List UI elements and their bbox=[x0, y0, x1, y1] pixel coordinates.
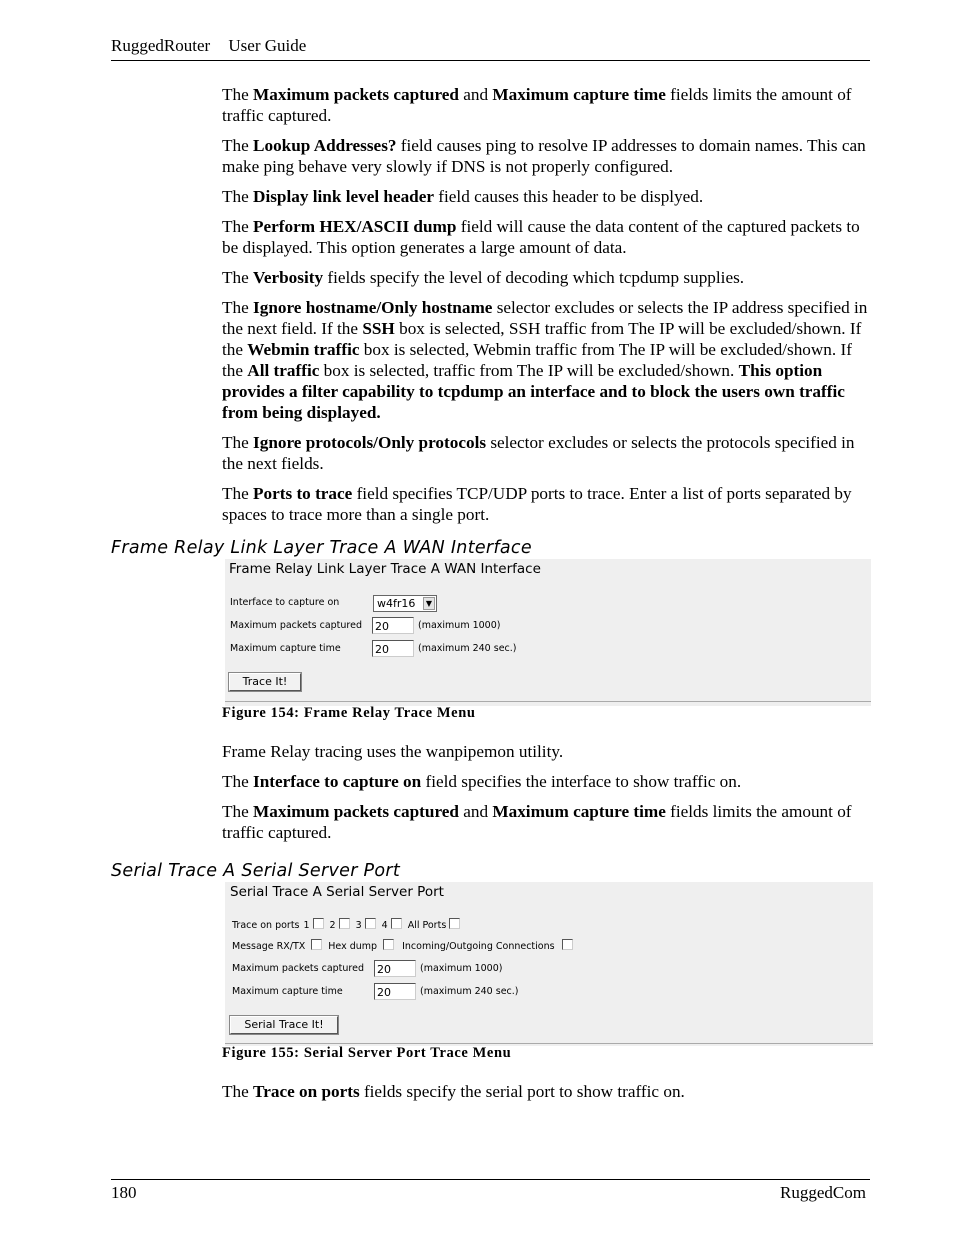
paragraph-text: The bbox=[222, 298, 254, 317]
port-3-checkbox[interactable] bbox=[365, 918, 376, 929]
bold-term: Display link level header bbox=[253, 187, 434, 206]
paragraph-text: The bbox=[222, 1082, 254, 1101]
trace-ports-label: Trace on ports bbox=[232, 920, 300, 931]
interface-select[interactable] bbox=[373, 595, 437, 612]
chevron-down-icon[interactable]: ▼ bbox=[423, 597, 435, 610]
paragraph-text: The bbox=[222, 187, 254, 206]
section-heading-serial-trace: Serial Trace A Serial Server Port bbox=[111, 861, 401, 881]
max-time-row bbox=[232, 986, 343, 997]
bold-term: Webmin traffic bbox=[247, 340, 360, 359]
paragraph-text: and bbox=[458, 802, 493, 821]
max-time-hint: (maximum 240 sec.) bbox=[420, 986, 519, 997]
paragraph-text: field specifies TCP/UDP ports to trace. Enter a list of ports separated by spaces to trace more than a single port. bbox=[222, 484, 852, 524]
page-number: 180 bbox=[111, 1183, 137, 1202]
connections-checkbox[interactable] bbox=[562, 939, 573, 950]
bold-term: Maximum capture time bbox=[492, 802, 666, 821]
bold-term: Maximum packets captured bbox=[253, 85, 459, 104]
paragraph-text: The bbox=[222, 268, 254, 287]
paragraph-text: The bbox=[222, 136, 254, 155]
max-packets-input[interactable]: 20 bbox=[374, 960, 416, 977]
max-packets-hint: (maximum 1000) bbox=[418, 620, 501, 631]
paragraph-text: field causes ping to resolve IP addresses to domain names. This can make ping behave very slowly if DNS is not properly configured. bbox=[222, 136, 866, 176]
message-row bbox=[232, 939, 579, 954]
frame-relay-trace-panel bbox=[225, 559, 871, 706]
paragraph-text: selector excludes or selects the protocols specified in the next fields. bbox=[222, 433, 855, 473]
paragraph bbox=[222, 186, 872, 207]
interface-row bbox=[230, 597, 339, 608]
paragraph bbox=[222, 1081, 872, 1102]
page-footer bbox=[111, 1179, 870, 1203]
paragraph bbox=[222, 432, 872, 474]
panel-divider bbox=[225, 1043, 873, 1044]
bold-term: Lookup Addresses? bbox=[253, 136, 397, 155]
max-time-hint: (maximum 240 sec.) bbox=[418, 643, 517, 654]
bold-term: Ports to trace bbox=[253, 484, 353, 503]
trace-it-button[interactable]: Trace It! bbox=[229, 673, 301, 691]
bold-term: Trace on ports bbox=[253, 1082, 360, 1101]
paragraph-text: selector excludes or selects the IP address specified in the next field. If the bbox=[222, 298, 868, 338]
paragraph-text: and bbox=[458, 85, 493, 104]
bold-term: Perform HEX/ASCII dump bbox=[253, 217, 457, 236]
bold-term: Maximum packets captured bbox=[253, 802, 459, 821]
body-text-top bbox=[222, 84, 872, 534]
paragraph-text: fields specify the serial port to show traffic on. bbox=[359, 1082, 685, 1101]
paragraph-text: The bbox=[222, 772, 254, 791]
max-time-label: Maximum capture time bbox=[232, 986, 343, 997]
max-time-input[interactable]: 20 bbox=[374, 983, 416, 1000]
port-4-label: 4 bbox=[381, 920, 388, 931]
paragraph-text: The bbox=[222, 433, 254, 452]
page-header bbox=[111, 36, 870, 61]
port-4-checkbox[interactable] bbox=[391, 918, 402, 929]
paragraph-text: box is selected, SSH traffic from The IP will be excluded/shown. If the bbox=[222, 319, 862, 359]
all-ports-label: All Ports bbox=[407, 920, 447, 931]
bold-term: SSH bbox=[362, 319, 395, 338]
port-2-checkbox[interactable] bbox=[339, 918, 350, 929]
paragraph-text: field specifies the interface to show traffic on. bbox=[421, 772, 742, 791]
footer-company: RuggedCom bbox=[780, 1183, 866, 1202]
bold-term: All traffic bbox=[247, 361, 320, 380]
paragraph bbox=[222, 801, 872, 843]
paragraph bbox=[222, 135, 872, 177]
message-label: Message RX/TX bbox=[232, 941, 306, 952]
port-1-label: 1 bbox=[303, 920, 310, 931]
paragraph-text: The bbox=[222, 484, 254, 503]
serial-trace-it-button[interactable]: Serial Trace It! bbox=[230, 1016, 338, 1034]
paragraph-text: field will cause the data content of the captured packets to be displayed. This option generates a large amount of data. bbox=[222, 217, 860, 257]
trace-ports-row bbox=[232, 918, 466, 933]
bold-term: Ignore protocols/Only protocols bbox=[253, 433, 487, 452]
paragraph-text: The bbox=[222, 217, 254, 236]
panel-title: Frame Relay Link Layer Trace A WAN Interface bbox=[229, 561, 541, 577]
body-text-bottom bbox=[222, 1081, 872, 1111]
max-packets-hint: (maximum 1000) bbox=[420, 963, 503, 974]
paragraph bbox=[222, 297, 872, 423]
header-product: RuggedRouter bbox=[111, 36, 211, 55]
max-packets-label: Maximum packets captured bbox=[230, 620, 362, 631]
paragraph bbox=[222, 741, 872, 762]
figure-caption-155: Figure 155: Serial Server Port Trace Menu bbox=[222, 1045, 512, 1061]
paragraph-text: The bbox=[222, 802, 254, 821]
paragraph bbox=[222, 267, 872, 288]
port-1-checkbox[interactable] bbox=[313, 918, 324, 929]
hexdump-label: Hex dump bbox=[328, 941, 378, 952]
figure-caption-154: Figure 154: Frame Relay Trace Menu bbox=[222, 705, 476, 721]
paragraph bbox=[222, 216, 872, 258]
all-ports-checkbox[interactable] bbox=[449, 918, 460, 929]
max-packets-row bbox=[230, 620, 362, 631]
connections-label: Incoming/Outgoing Connections bbox=[402, 941, 555, 952]
message-checkbox[interactable] bbox=[311, 939, 322, 950]
paragraph-text: box is selected, traffic from The IP will be excluded/shown. bbox=[319, 361, 739, 380]
paragraph bbox=[222, 771, 872, 792]
paragraph-text: Frame Relay tracing uses the wanpipemon utility. bbox=[222, 742, 564, 761]
body-text-mid bbox=[222, 741, 872, 852]
max-packets-row bbox=[232, 963, 364, 974]
bold-term: Maximum capture time bbox=[492, 85, 666, 104]
serial-trace-panel bbox=[225, 882, 873, 1046]
paragraph-text: The bbox=[222, 85, 254, 104]
bold-term: Ignore hostname/Only hostname bbox=[253, 298, 493, 317]
max-time-row bbox=[230, 643, 341, 654]
interface-label: Interface to capture on bbox=[230, 597, 340, 608]
max-packets-input[interactable]: 20 bbox=[372, 617, 414, 634]
header-title: User Guide bbox=[228, 36, 307, 55]
panel-title: Serial Trace A Serial Server Port bbox=[230, 884, 444, 900]
paragraph-text: box is selected, Webmin traffic from The IP will be excluded/shown. If the bbox=[222, 340, 852, 380]
max-packets-label: Maximum packets captured bbox=[232, 963, 364, 974]
bold-term: This option provides a filter capability to tcpdump an interface and to block the users own traffic from being displayed. bbox=[222, 361, 845, 422]
bold-term: Interface to capture on bbox=[253, 772, 422, 791]
max-time-input[interactable]: 20 bbox=[372, 640, 414, 657]
paragraph-text: fields specify the level of decoding which tcpdump supplies. bbox=[323, 268, 745, 287]
hexdump-checkbox[interactable] bbox=[383, 939, 394, 950]
max-time-label: Maximum capture time bbox=[230, 643, 341, 654]
paragraph-text: fields limits the amount of traffic captured. bbox=[222, 802, 852, 842]
paragraph-text: fields limits the amount of traffic captured. bbox=[222, 85, 852, 125]
paragraph bbox=[222, 84, 872, 126]
paragraph-text: field causes this header to be displyed. bbox=[434, 187, 704, 206]
port-2-label: 2 bbox=[329, 920, 336, 931]
panel-divider bbox=[225, 701, 871, 702]
port-3-label: 3 bbox=[355, 920, 362, 931]
paragraph bbox=[222, 483, 872, 525]
section-heading-frame-relay: Frame Relay Link Layer Trace A WAN Interface bbox=[111, 538, 532, 558]
interface-select-value: w4fr16 bbox=[377, 597, 416, 610]
bold-term: Verbosity bbox=[253, 268, 324, 287]
